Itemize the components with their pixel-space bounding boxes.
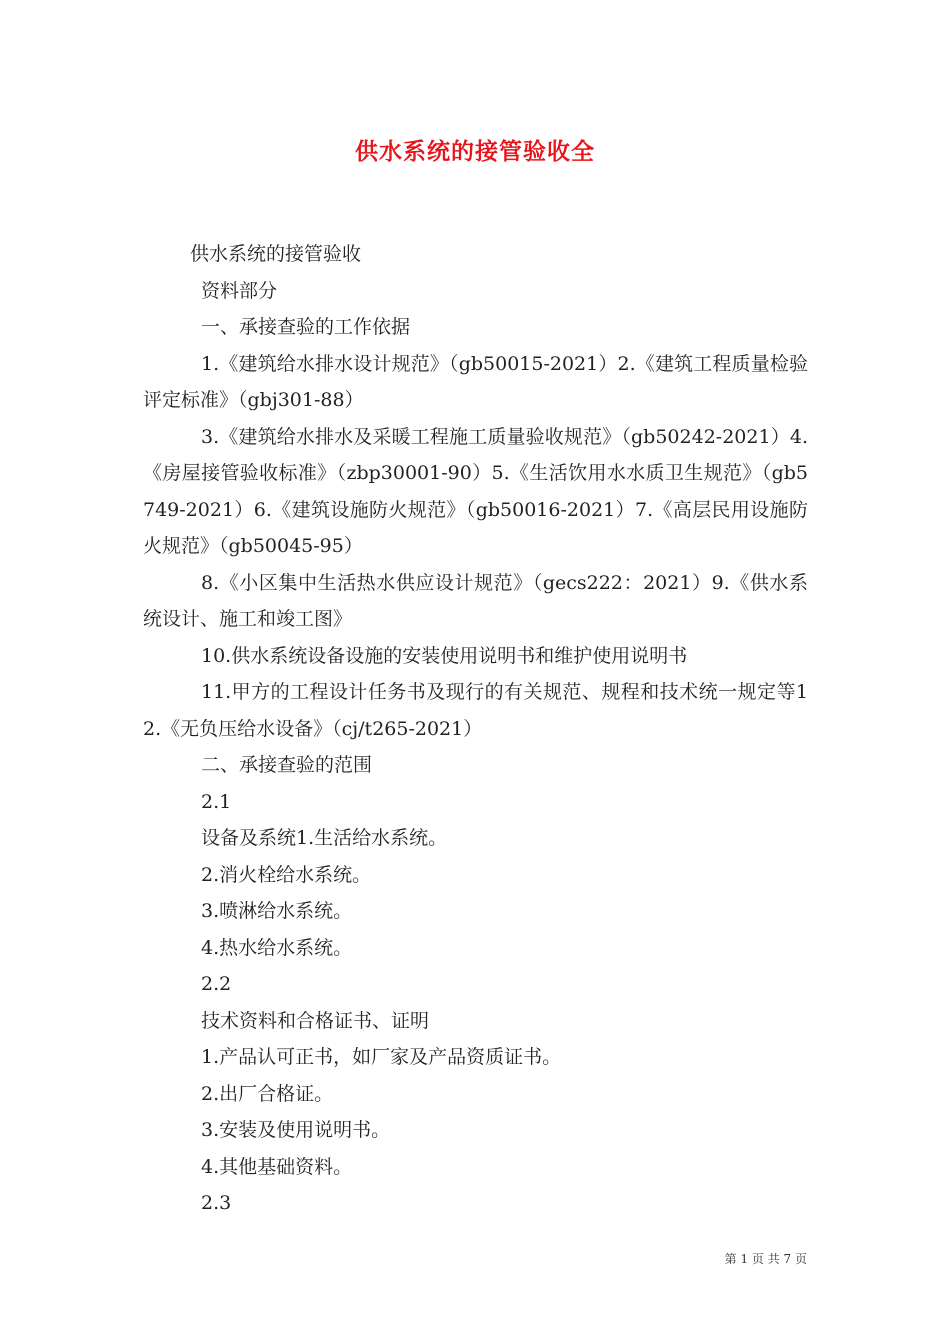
paragraph: 资料部分 <box>201 279 278 302</box>
paragraph: 2.3 <box>201 1192 232 1214</box>
paragraph: 供水系统的接管验收 <box>190 243 362 265</box>
page-indicator: 第 1 页 共 7 页 <box>724 1252 807 1266</box>
paragraph: 2.消火栓给水系统。 <box>201 863 372 886</box>
document-title: 供水系统的接管验收全 <box>355 138 595 165</box>
document-body <box>143 236 808 1222</box>
paragraph: 设备及系统1.生活给水系统。 <box>201 827 448 849</box>
paragraph: 2.出厂合格证。 <box>201 1082 334 1105</box>
paragraph: 1.《建筑给水排水设计规范》（gb50015-2021）2.《建筑工程质量检验评定标准》（gbj301-88） <box>143 352 808 411</box>
paragraph: 4.其他基础资料。 <box>201 1155 353 1178</box>
paragraph: 二、承接查验的范围 <box>201 754 373 776</box>
paragraph: 3.喷淋给水系统。 <box>201 900 353 922</box>
paragraph: 2.1 <box>201 790 232 813</box>
paragraph: 8.《小区集中生活热水供应设计规范》（gecs222：2021）9.《供水系统设计、施工和竣工图》 <box>143 571 808 630</box>
paragraph: 一、承接查验的工作依据 <box>201 316 411 338</box>
paragraph: 3.安装及使用说明书。 <box>201 1119 391 1141</box>
paragraph: 11.甲方的工程设计任务书及现行的有关规范、规程和技术统一规定等12.《无负压给水设备》（cj/t265-2021） <box>143 681 808 740</box>
paragraph: 10.供水系统设备设施的安装使用说明书和维护使用说明书 <box>201 644 688 667</box>
paragraph: 1.产品认可正书，如厂家及产品资质证书。 <box>201 1046 562 1068</box>
paragraph: 2.2 <box>201 973 232 995</box>
paragraph: 技术资料和合格证书、证明 <box>201 1009 430 1032</box>
paragraph: 3.《建筑给水排水及采暖工程施工质量验收规范》（gb50242-2021）4.《房屋接管验收标准》（zbp30001-90）5.《生活饮用水水质卫生规范》（gb5749-2021）6.《建筑设施防火规范》（gb50016-2021）7.《高层民用设施防火规范》（gb50045-95） <box>143 425 808 557</box>
paragraph: 4.热水给水系统。 <box>201 936 353 959</box>
